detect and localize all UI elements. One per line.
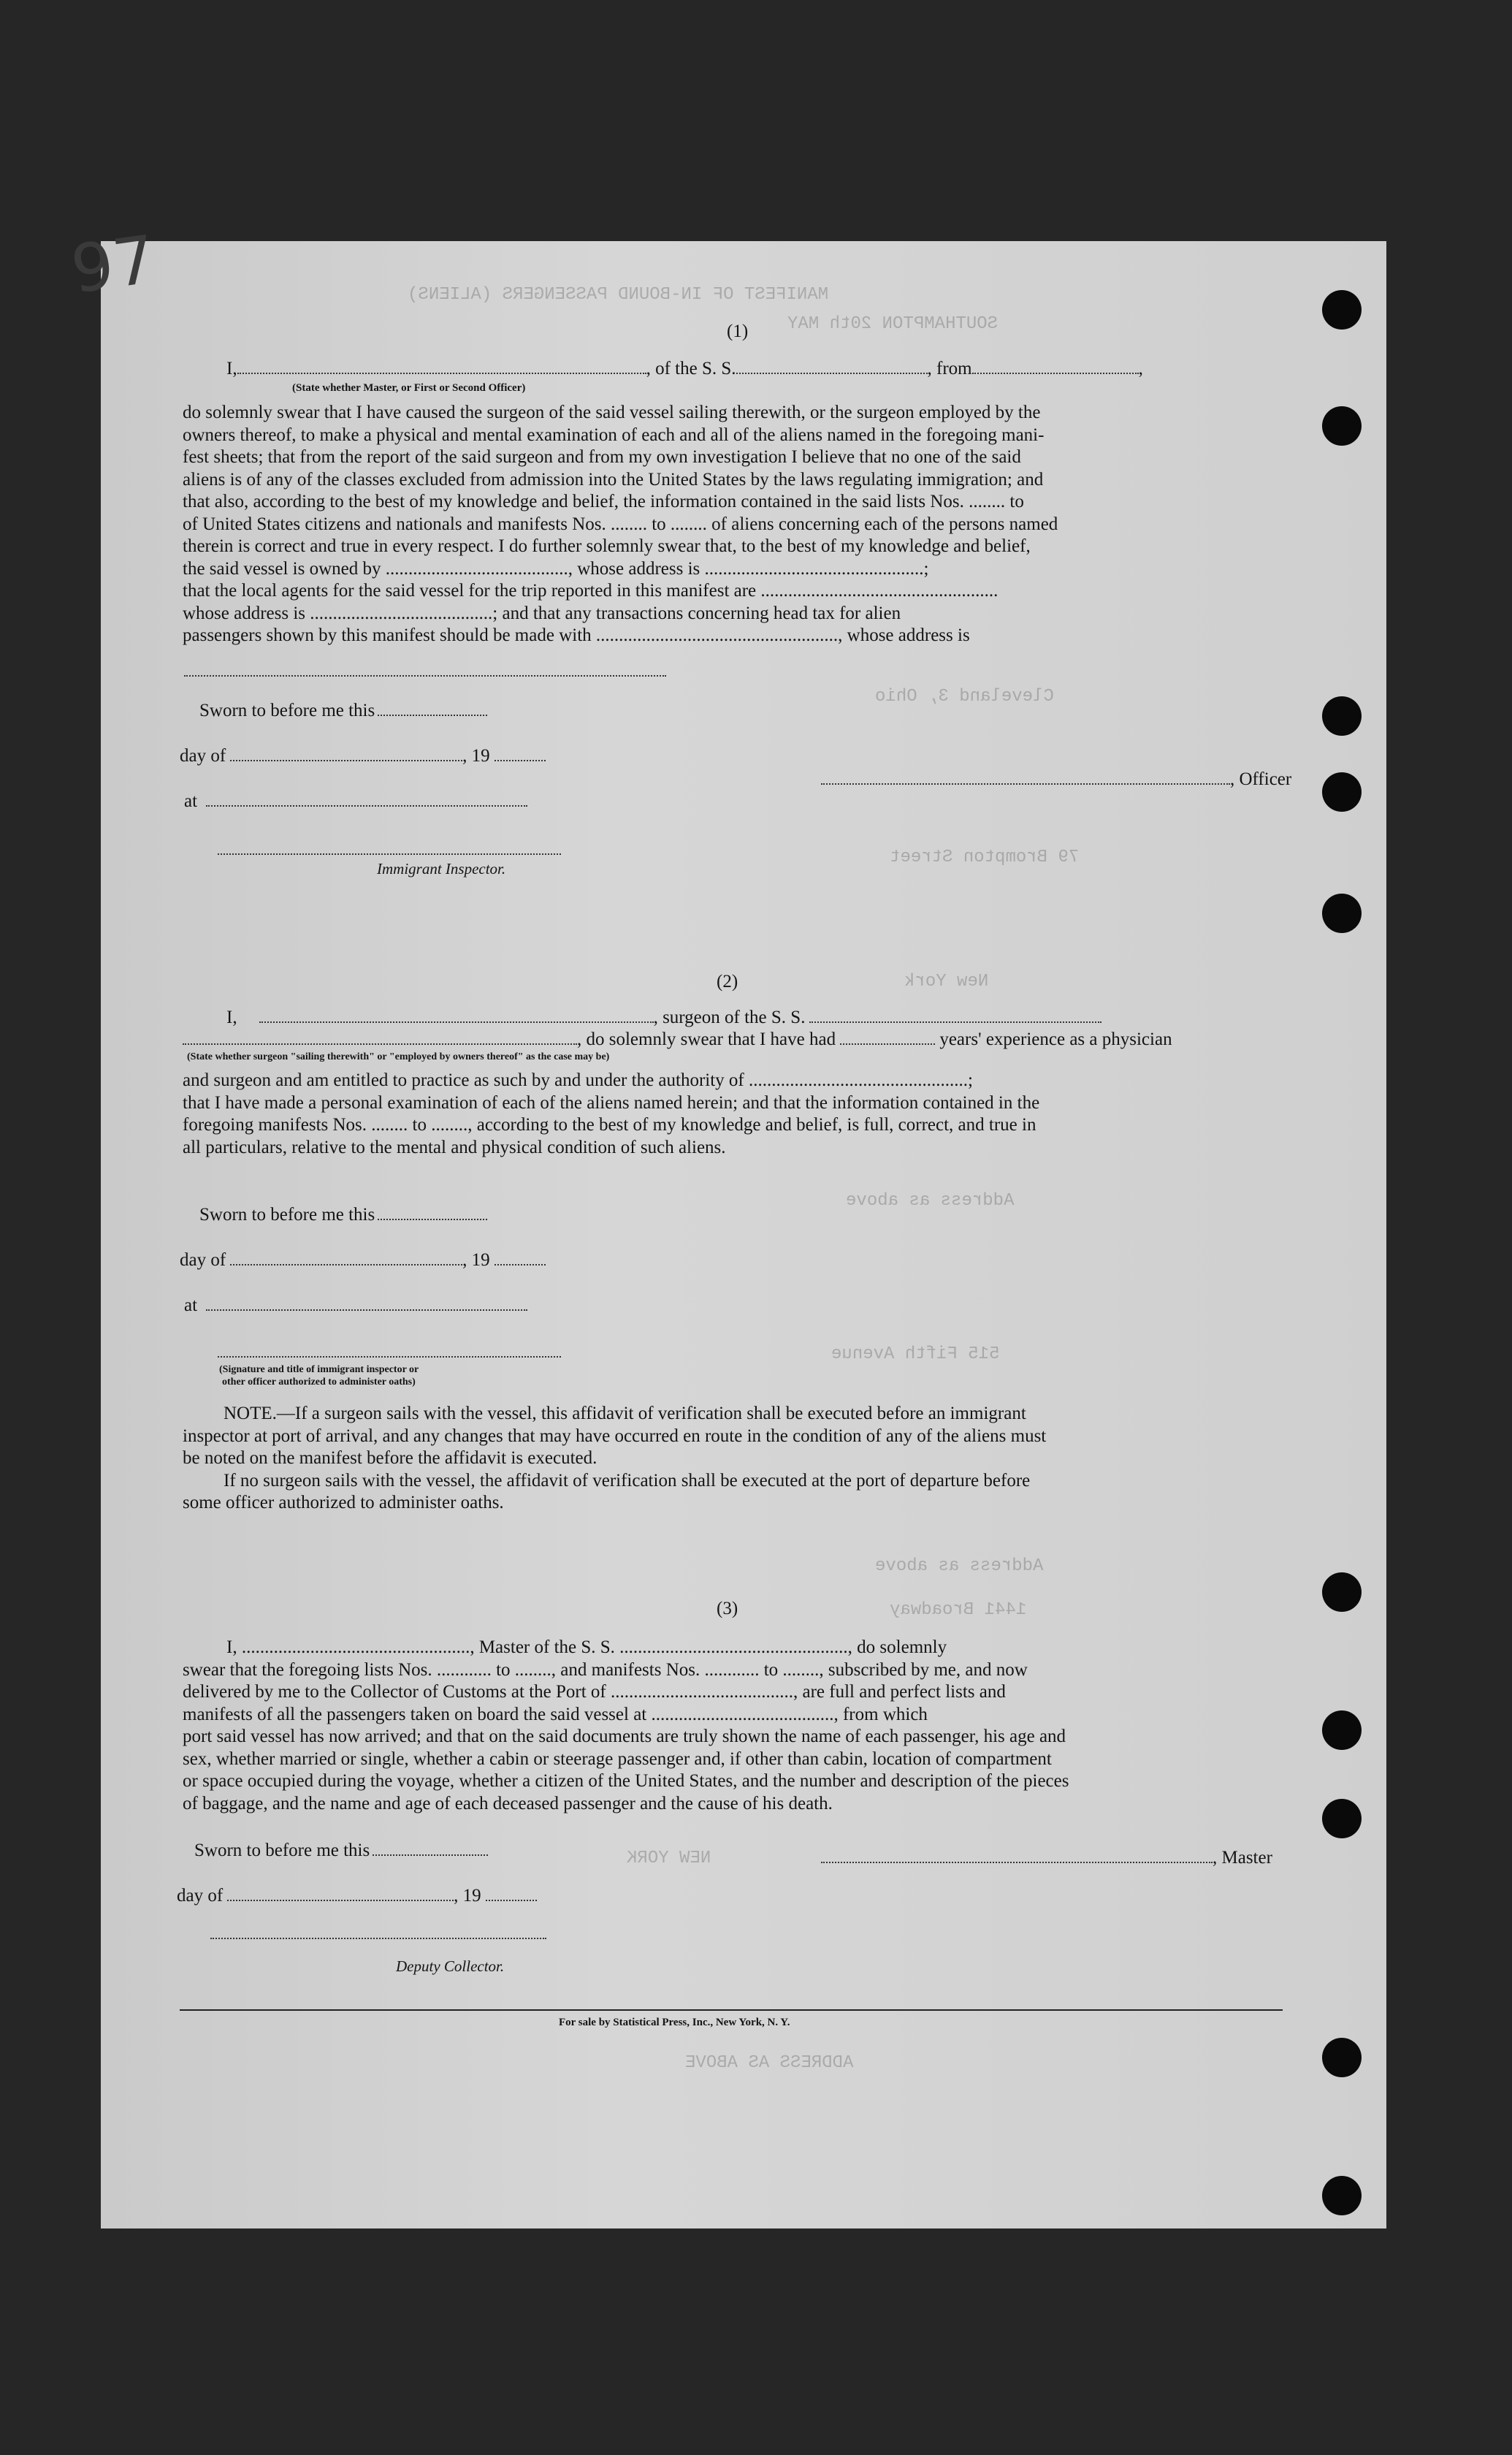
affidavit-line: manifests of all the passengers taken on board the said vessel at ........................................, from which [183,1704,928,1724]
affidavit-line: that also, according to the best of my knowledge and belief, the information contained in the said lists Nos. ........ to [183,492,1024,511]
affidavit-line: swear that the foregoing lists Nos. ............ to ........, and manifests Nos. ............ to ........, subscribed by me, and now [183,1659,1028,1680]
bleed-through-text: SOUTHAMPTON 20th MAY [787,314,999,334]
signature-caption-2: other officer authorized to administer oaths) [222,1377,416,1388]
affidavit-line: do solemnly swear that I have caused the surgeon of the said vessel sailing therewith, or the surgeon employed by the [183,403,1041,422]
note-line [183,1403,1388,1426]
surgeon-line-2 [183,1029,1172,1051]
affidavit-line: sex, whether married or single, whether a cabin or steerage passenger and, if other than cabin, location of compartment [183,1748,1052,1769]
officer-label: , Officer [1230,769,1292,789]
punch-hole [1322,696,1362,736]
surgeon-prefix: I, [226,1008,237,1027]
affidavit-line: of United States citizens and nationals and manifests Nos. ........ to ........ of aliens concerning each of the persons named [183,514,1058,534]
bleed-through-text: Cleveland 3, Ohio [875,687,1054,707]
year-label: , 19 [454,1886,481,1906]
footer-rule [180,2009,1283,2011]
sworn-line-3 [194,1840,488,1862]
officer-signature-line [821,769,1291,791]
surgeon-line-1 [226,1007,1101,1029]
bleed-through-text: 515 Fifth Avenue [831,1344,1000,1364]
at-label: at [184,791,198,811]
note-text [183,1403,1388,1515]
affidavit-line: therein is correct and true in every respect. I do further solemnly swear that, to the best of my knowledge and belief, [183,536,1031,556]
affidavit-line: passengers shown by this manifest should be made with ....................................................., whose address is [183,625,970,645]
day-line-2 [180,1249,546,1271]
officer-caption: (State whether Master, or First or Second Officer) [292,382,526,394]
day-of-label: day of [180,1250,226,1270]
at-line-1 [184,791,527,812]
affidavit-line: or space occupied during the voyage, whether a citizen of the United States, and the number and description of the pieces [183,1771,1069,1791]
sworn-line-2 [199,1204,487,1226]
master-label: , Master [1213,1848,1272,1868]
punch-hole [1322,772,1362,812]
experience-label: , do solemnly swear that I have had [577,1029,836,1049]
bleed-through-text: 1441 Broadway [890,1600,1027,1620]
address-line [184,675,666,677]
section-1-affidavit-text [183,402,1388,647]
day-of-label: day of [180,746,226,766]
punch-hole [1322,894,1362,933]
affidavit-line: of baggage, and the name and age of each deceased passenger and the cause of his death. [183,1793,833,1813]
affidavit-line: that the local agents for the said vessel for the trip reported in this manifest are .................................................... [183,581,999,601]
sworn-label: Sworn to before me this [194,1841,370,1860]
collector-caption: Deputy Collector. [396,1957,505,1975]
bleed-through-text: ADDRESS AS ABOVE [685,2053,854,2073]
section-1-number: (1) [727,321,749,341]
affidavit-line: port said vessel has now arrived; and that on the said documents are truly shown the name of each passenger, his age and [183,1727,1066,1746]
bleed-through-text: Address as above [846,1191,1015,1211]
surgeon-vessel-label: , surgeon of the S. S. [653,1008,806,1027]
oath-officer-signature-line [218,1356,561,1358]
signature-caption-1: (Signature and title of immigrant inspector or [219,1364,419,1375]
officer-prefix: I, [226,359,237,378]
section-3-affidavit-text [183,1637,1388,1815]
officer-line: I, , of the S. S. , from , [226,359,1143,378]
punch-hole [1322,1572,1362,1612]
bleed-through-text: NEW YORK [627,1849,711,1868]
sworn-line-1 [199,700,487,722]
inspector-caption: Immigrant Inspector. [377,860,506,878]
section-2-affidavit-text [183,1070,1388,1159]
vessel-label: , of the S. S. [646,359,736,378]
affidavit-line: delivered by me to the Collector of Customs at the Port of ........................................, are full and perfect lists and [183,1682,1006,1702]
affidavit-line: the said vessel is owned by ........................................, whose address is ................................................; [183,558,929,579]
note-line: some officer authorized to administer oaths. [183,1493,504,1512]
sworn-label: Sworn to before me this [199,1205,375,1225]
from-label: , from [927,359,972,378]
bleed-through-text: New York [904,972,989,991]
master-signature-line [821,1847,1272,1869]
affidavit-line: owners thereof, to make a physical and mental examination of each and all of the aliens named in the foregoing mani- [183,425,1045,445]
note-line-text: —If a surgeon sails with the vessel, this affidavit of verification shall be executed before an immigrant [276,1404,1026,1423]
affidavit-line: foregoing manifests Nos. ........ to ........, according to the best of my knowledge and belief, is full, correct, and true in [183,1115,1036,1135]
bleed-through-text: 79 Brompton Street [890,848,1080,867]
footer-printer: For sale by Statistical Press, Inc., New York, N. Y. [559,2017,790,2028]
surgeon-caption: (State whether surgeon "sailing therewith" or "employed by owners thereof" as the case may be) [187,1051,610,1062]
affidavit-line: and surgeon and am entitled to practice as such by and under the authority of ................................................; [183,1070,973,1090]
note-line: If no surgeon sails with the vessel, the affidavit of verification shall be executed at the port of departure before [224,1470,1031,1491]
experience-end-label: years' experience as a physician [939,1029,1172,1049]
year-label: , 19 [462,746,490,766]
affidavit-line: fest sheets; that from the report of the said surgeon and from my own investigation I believe that no one of the said [183,447,1021,467]
day-line-3 [177,1885,537,1907]
at-line-2 [184,1295,527,1317]
day-of-label: day of [177,1886,224,1906]
collector-signature-line [210,1938,546,1939]
year-label: , 19 [462,1250,490,1270]
sworn-label: Sworn to before me this [199,701,375,720]
note-label: NOTE. [224,1404,277,1423]
handwritten-mark: 97 [66,221,161,309]
manifest-page [66,221,1386,2228]
affidavit-line: aliens is of any of the classes excluded from admission into the United States by the laws regulating immigration; and [183,469,1044,490]
at-label: at [184,1295,198,1315]
section-2-number: (2) [717,972,738,991]
note-line: be noted on the manifest before the affidavit is executed. [183,1448,597,1468]
bleed-through-text: Address as above [875,1556,1044,1576]
punch-hole [1322,2038,1362,2077]
affidavit-line: I, .................................................., Master of the S. S. .................................................., do solemnly [226,1637,947,1657]
note-line: inspector at port of arrival, and any changes that may have occurred en route in the condition of any of the aliens must [183,1426,1047,1446]
day-line-1 [180,745,546,767]
inspector-signature-line [218,853,561,855]
punch-hole [1322,290,1362,330]
affidavit-line: all particulars, relative to the mental and physical condition of such aliens. [183,1137,726,1157]
bleed-through-text: MANIFEST OF IN-BOUND PASSENGERS (ALIENS) [408,285,829,305]
affidavit-line: whose address is ........................................; and that any transactions concerning head tax for alien [183,603,901,623]
affidavit-line: that I have made a personal examination of each of the aliens named herein; and that the information contained in the [183,1092,1040,1113]
punch-hole [1322,2176,1362,2215]
section-3-number: (3) [717,1599,738,1618]
